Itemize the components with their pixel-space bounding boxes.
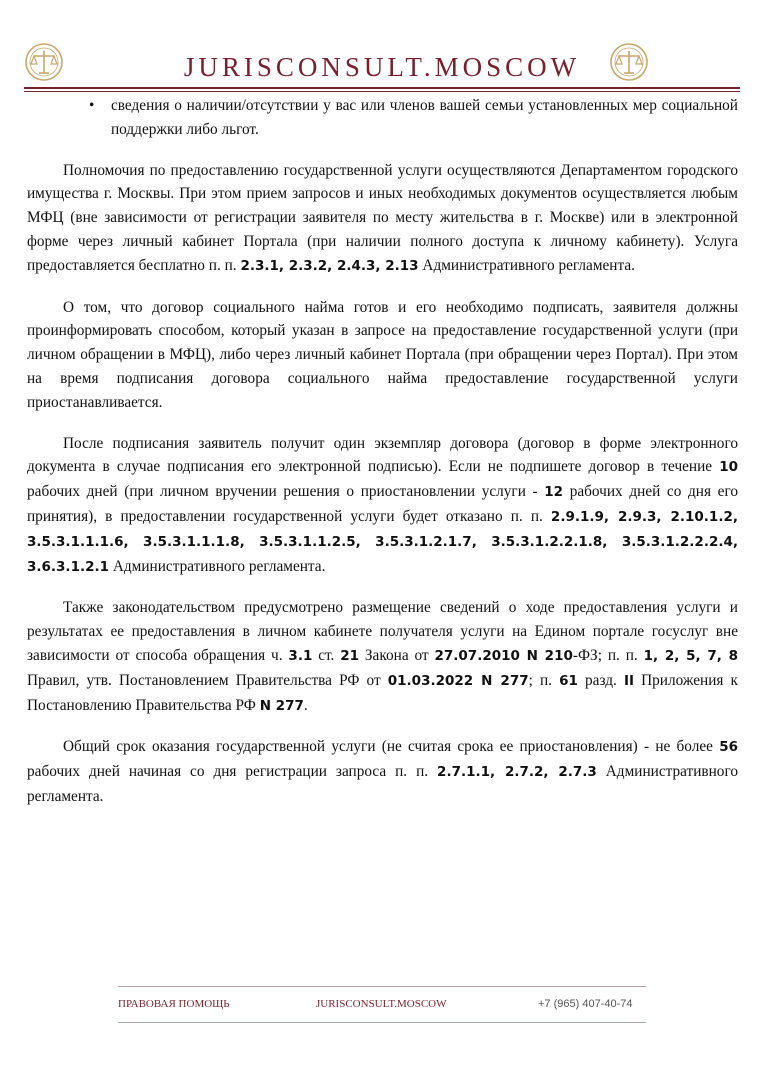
paragraph-text: рабочих дней (при личном вручении решения о приостановлении услуги - — [27, 483, 545, 501]
footer-divider — [118, 1022, 646, 1023]
number-value: 61 — [559, 672, 578, 689]
header-divider — [24, 87, 740, 89]
reg-reference: 2.9.1.9, 2.9.3, 2.10.1.2, 3.5.3.1.1.1.6, 3.5.3.1.1.1.8, 3.5.3.1.1.2.5, 3.5.3.1.2.1.7, 3.5.3.1.2.2.1.8, 3.5.3.1.2.2.2.4, 3.6.3.1.2.1 — [27, 508, 738, 575]
number-value: 56 — [719, 739, 738, 756]
paragraph-text: Общий срок оказания государственной услуги (не считая срока ее приостановления) - не более — [63, 738, 720, 756]
paragraph-text: . — [303, 696, 308, 714]
header-divider-thin — [24, 91, 740, 92]
paragraph-authority — [27, 159, 738, 279]
paragraph-text: Правил, утв. Постановлением Правительства РФ от — [27, 671, 388, 689]
paragraph-text: разд. — [577, 671, 624, 689]
scales-of-justice-icon — [609, 42, 649, 82]
paragraph-text: После подписания заявитель получит один экземпляр договора (договор в форме электронного документа в случае подписания его электронной подписью). Если не подпишете договор в течение — [27, 434, 738, 476]
list-item — [27, 94, 738, 142]
paragraph-text: Административного регламента. — [418, 256, 635, 274]
paragraph-text: Полномочия по предоставлению государственной услуги осуществляются Департаментом городского имущества г. Москвы. При этом прием запросов и иных необходимых документов осуществляется любым МФЦ (вне зависимости от регистрации заявителя по месту жительства в г. Москве) или в электронной форме через личный кабинет Портала (при наличии полного доступа к личному кабинету). Услуга предоставляется бесплатно п. п. — [27, 161, 738, 274]
paragraph-text: рабочих дней со дня его принятия), в предоставлении государственной услуги будет отказано п. п. — [27, 483, 738, 525]
reg-reference: 2.3.1, 2.3.2, 2.4.3, 2.13 — [240, 257, 419, 274]
number-value: 12 — [544, 484, 564, 501]
paragraph-text: Административного регламента. — [109, 557, 326, 575]
number-value: 21 — [340, 647, 360, 664]
law-reference: 27.07.2010 N 210 — [434, 647, 573, 664]
paragraph-text: Также законодательством предусмотрено размещение сведений о ходе предоставления услуги и результатах ее предоставления в личном кабинете получателя услуги на Едином портале госуслуг вне зависимости от способа обращения ч. — [27, 599, 738, 664]
paragraph-notification: О том, что договор социального найма готов и его необходимо подписать, заявителя должны проинформировать способом, который указан в запросе на предоставление государственной услуги (при личном обращении в МФЦ), либо через личный кабинет Портала (при обращении через Портал). При этом на время подписания договора социального найма предоставление государственной услуги приостанавливается. — [27, 298, 738, 411]
number-value: II — [623, 672, 634, 689]
number-value: 10 — [719, 459, 738, 476]
list-item-text: сведения о наличии/отсутствии у вас или членов вашей семьи установленных мер социальной поддержки либо льгот. — [111, 97, 738, 138]
bullet-icon: • — [89, 97, 95, 114]
paragraph-text: ; п. — [528, 671, 560, 689]
paragraph-signing — [27, 432, 738, 580]
law-reference: 01.03.2022 N 277 — [387, 672, 529, 689]
law-reference: N 277 — [259, 697, 304, 714]
paragraph-text: Приложения к Постановлению Правительства РФ — [27, 671, 738, 714]
paragraph-text: -ФЗ; п. п. — [572, 646, 644, 664]
page-header — [0, 0, 764, 96]
footer-service-label: ПРАВОВАЯ ПОМОЩЬ — [118, 998, 230, 1010]
number-value: 3.1 — [288, 647, 313, 664]
paragraph-deadline — [27, 735, 738, 808]
paragraph-gosuslugi — [27, 596, 738, 718]
paragraph-text: Закона от — [359, 646, 435, 664]
reg-reference: 2.7.1.1, 2.7.2, 2.7.3 — [437, 764, 597, 781]
footer-divider — [118, 986, 646, 987]
paragraph-text: ст. — [312, 646, 341, 664]
number-value: 1, 2, 5, 7, 8 — [643, 647, 739, 664]
document-body — [27, 94, 738, 826]
footer-phone[interactable]: +7 (965) 407-40-74 — [538, 998, 633, 1010]
site-title: JURISCONSULT.MOSCOW — [183, 52, 581, 82]
footer-site-link[interactable]: JURISCONSULT.MOSCOW — [316, 998, 447, 1010]
paragraph-text: рабочих дней начиная со дня регистрации запроса п. п. — [27, 763, 438, 781]
paragraph-text: Административного регламента. — [27, 763, 738, 805]
